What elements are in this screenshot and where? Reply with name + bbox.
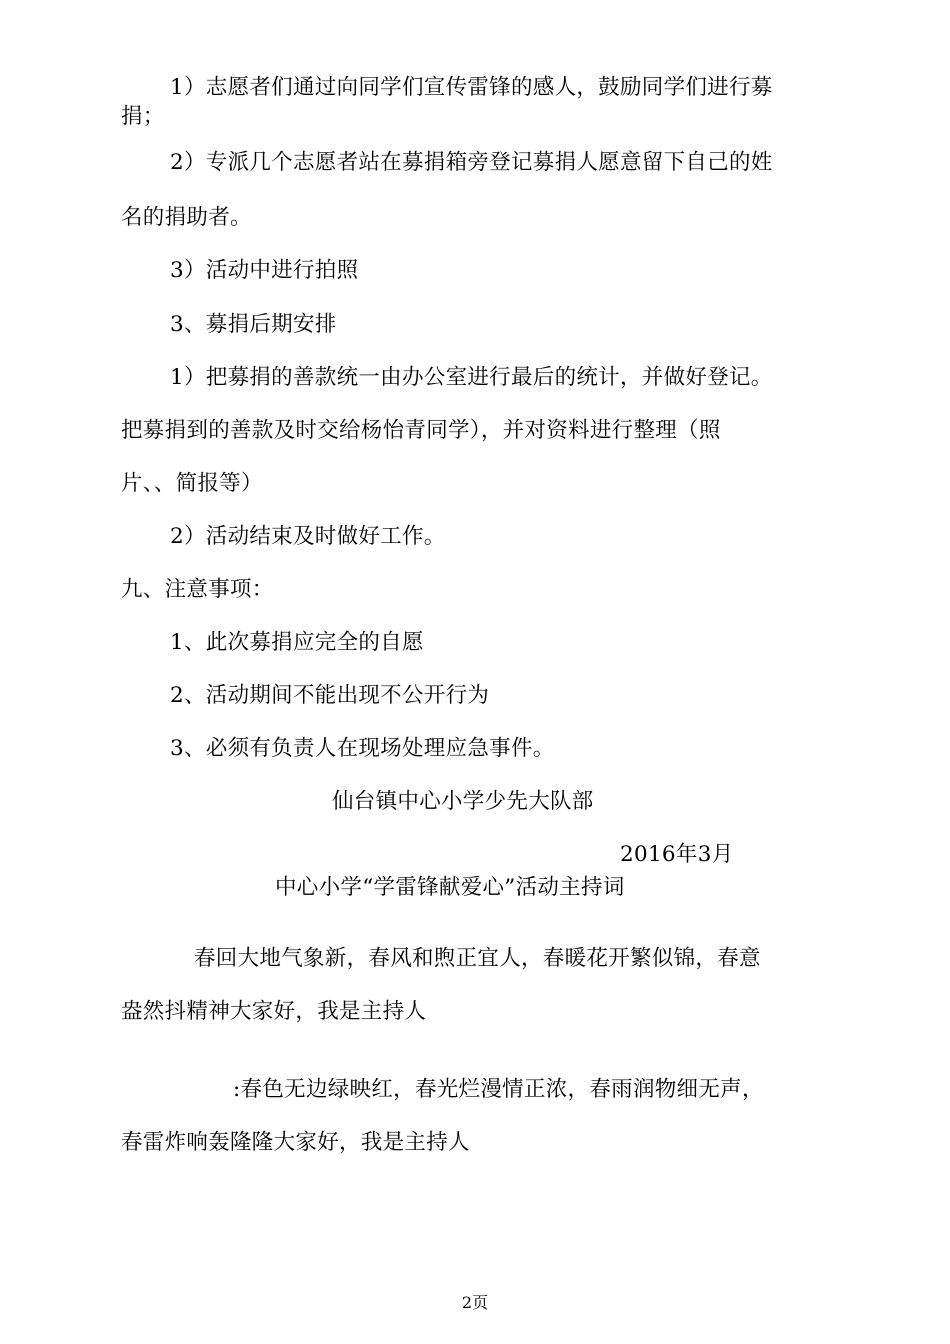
text-line: 2）专派几个志愿者站在募捐箱旁登记募捐人愿意留下自己的姓 <box>170 150 773 175</box>
text-line: :春色无边绿映红，春光烂漫情正浓，春雨润物细无声， <box>233 1077 764 1102</box>
text-line: 名的捐助者。 <box>121 205 252 230</box>
list-item: 3、必须有负责人在现场处理应急事件。 <box>170 736 555 761</box>
text-line: 盎然抖精神大家好，我是主持人 <box>121 999 427 1024</box>
page-number: 2页 <box>461 1293 489 1312</box>
text-line: 捐； <box>121 104 165 129</box>
section-heading: 3、募捐后期安排 <box>170 312 337 337</box>
text-line: 1）把募捐的善款统一由办公室进行最后的统计，并做好登记。 <box>170 365 773 390</box>
text-line: 春回大地气象新，春风和煦正宜人，春暖花开繁似锦，春意 <box>194 946 761 971</box>
text-line: 春雷炸响轰隆隆大家好，我是主持人 <box>121 1130 470 1155</box>
text-line: 把募捐到的善款及时交给杨怡青同学），并对资料进行整理（照 <box>121 418 721 443</box>
text-line: 2）活动结束及时做好工作。 <box>170 524 446 549</box>
document-title: 中心小学“学雷锋献爱心”活动主持词 <box>275 875 625 900</box>
text-line: 3）活动中进行拍照 <box>170 258 359 283</box>
text-line: 1）志愿者们通过向同学们宣传雷锋的感人，鼓励同学们进行募 <box>170 75 773 100</box>
signature-date: 2016年3月 <box>620 842 734 867</box>
signature-org: 仙台镇中心小学少先大队部 <box>332 789 594 814</box>
section-heading: 九、注意事项： <box>121 577 274 602</box>
list-item: 2、活动期间不能出现不公开行为 <box>170 683 490 708</box>
text-line: 片、、简报等） <box>121 471 263 496</box>
list-item: 1、此次募捐应完全的自愿 <box>170 630 424 655</box>
